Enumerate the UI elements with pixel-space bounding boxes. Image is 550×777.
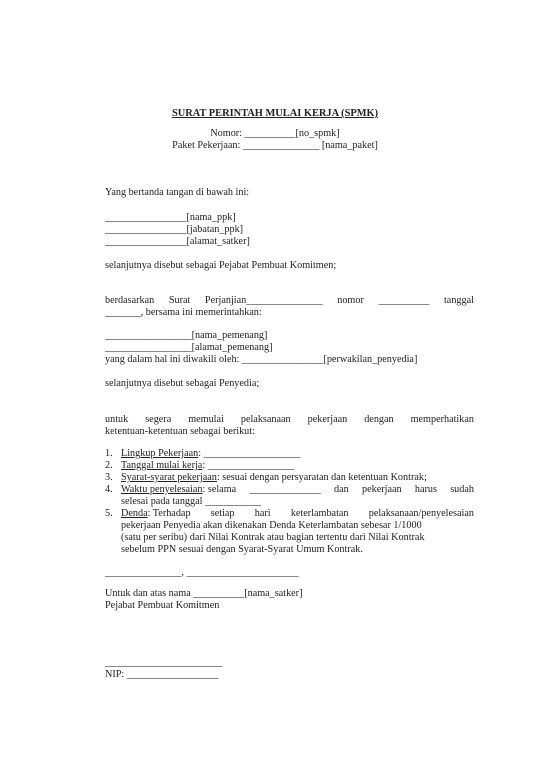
order-word: dengan [364, 414, 394, 425]
order-word: pekerjaan [307, 414, 348, 425]
item-word: hari [254, 508, 271, 519]
basis-word: berdasarkan [105, 295, 155, 306]
item-continuation: sebelum PPN sesuai dengan Syarat-Syarat Umum Kontrak. [121, 544, 363, 555]
order-word: memulai [188, 414, 224, 425]
item-word: sudah [450, 484, 474, 495]
basis-word: tanggal [443, 295, 474, 306]
basis-line-1 [105, 295, 474, 307]
item-word: pekerjaan [362, 484, 402, 495]
item-label: Tanggal mulai kerja [121, 460, 203, 471]
item-label: Waktu penyelesaian [121, 484, 203, 495]
item-label: Lingkup Pekerjaan [121, 448, 199, 459]
order-word: memperhatikan [410, 414, 474, 425]
winner-address: _________________[alamat_pemenang] [105, 342, 273, 353]
nip-line: NIP: __________________ [105, 669, 219, 680]
signature-line: _______________________ [105, 657, 223, 668]
item-number: 5. [105, 508, 113, 519]
basis-word: Perjanjian_______________ [204, 295, 323, 306]
order-word: untuk [105, 414, 129, 425]
provider-representative: yang dalam hal ini diwakili oleh: ________________[perwakilan_penyedia] [105, 354, 418, 365]
order-line-1 [105, 414, 474, 426]
spmk-number: Nomor: __________[no_spmk] [210, 128, 340, 139]
item-word: : Terhadap [147, 508, 191, 519]
on-behalf-of: Untuk dan atas nama __________[nama_satker] [105, 588, 303, 599]
ppk-address: ________________[alamat_satker] [105, 236, 250, 247]
item-label: Syarat-syarat pekerjaan [121, 472, 217, 483]
item-word: : selama [202, 484, 237, 495]
ppk-name: ________________[nama_ppk] [105, 212, 236, 223]
basis-word: Surat [168, 295, 191, 306]
item-number: 1. [105, 448, 113, 459]
item-word: keterlambatan [290, 508, 349, 519]
intro-text: Yang bertanda tangan di bawah ini: [105, 187, 250, 198]
item-word: harus [414, 484, 437, 495]
item-continuation: selesai pada tanggal ___________ [121, 496, 262, 507]
order-word: pelaksanaan [240, 414, 291, 425]
item-number: 3. [105, 472, 113, 483]
item-continuation: (satu per seribu) dari Nilai Kontrak atau bagian tertentu dari Nilai Kontrak [121, 532, 425, 543]
basis-word: __________ [378, 295, 430, 306]
item-number: 2. [105, 460, 113, 471]
ppk-reference: selanjutnya disebut sebagai Pejabat Pembuat Komitmen; [105, 260, 337, 271]
item-word: ______________ [249, 484, 321, 495]
work-package: Paket Pekerjaan: _______________ [nama_paket] [172, 140, 378, 151]
item-continuation: pekerjaan Penyedia akan dikenakan Denda Keterlambatan sebesar 1/1000 [121, 520, 422, 531]
place-date: _______________, ______________________ [105, 567, 299, 578]
basis-word: nomor [337, 295, 364, 306]
item-word: dan [334, 484, 349, 495]
ppk-position: ________________[jabatan_ppk] [105, 224, 244, 235]
order-line-2: ketentuan-ketentuan sebagai berikut: [105, 426, 255, 437]
item-label: Denda [121, 508, 148, 519]
item-number: 4. [105, 484, 113, 495]
provider-reference: selanjutnya disebut sebagai Penyedia; [105, 378, 260, 389]
item-value: : sesuai dengan persyaratan dan ketentuan Kontrak; [216, 472, 427, 483]
document-title: SURAT PERINTAH MULAI KERJA (SPMK) [171, 108, 379, 119]
winner-name: _________________[nama_pemenang] [105, 330, 268, 341]
item-value: : _________________ [202, 460, 295, 471]
order-word: segera [145, 414, 172, 425]
item-word: setiap [210, 508, 235, 519]
item-value: : ___________________ [198, 448, 301, 459]
signer-title: Pejabat Pembuat Komitmen [105, 600, 220, 611]
basis-line-2: _______, bersama ini memerintahkan: [105, 307, 262, 318]
item-word: pelaksanaan/penyelesaian [368, 508, 474, 519]
